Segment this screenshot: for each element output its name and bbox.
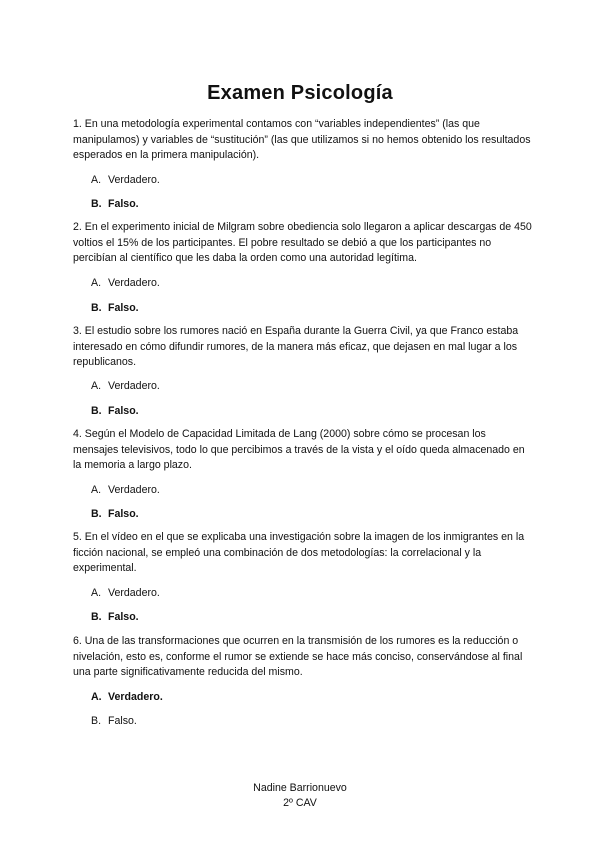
question-2-text: 2. En el experimento inicial de Milgram sobre obediencia solo llegaron a aplicar descargas de 450 voltios el 15% de los participantes. El pobre resultado se debió a que los participantes no percibían al científico que les daba la orden como una autoridad legítima. (73, 221, 532, 265)
question-5-text: 5. En el vídeo en el que se explicaba una investigación sobre la imagen de los inmigrantes en la ficción nacional, se empleó una combinación de dos metodologías: la correlacional y la experimental. (73, 531, 525, 575)
question-6-text: 6. Una de las transformaciones que ocurren en la transmisión de los rumores es la reducción o nivelación, esto es, conforme el rumor se extiende se hace más conciso, conservándose al final una parte significativamente reducida del mismo. (73, 635, 523, 679)
option-label: Verdadero. (108, 277, 160, 289)
option-letter: A. (91, 174, 102, 186)
option-letter: A. (91, 380, 102, 392)
footer-course: 2º CAV (283, 797, 317, 809)
question-6-option-a (91, 690, 163, 704)
option-letter: B. (91, 611, 102, 623)
question-1-option-b (91, 197, 139, 211)
question-1-text: 1. En una metodología experimental contamos con “variables independientes” (las que manipulamos) y variables de “sustitución” (las que utilizamos si no hemos obtenido los resultados esperados en la primera manipulación). (73, 118, 531, 162)
question-2-option-b (91, 301, 139, 315)
option-label: Falso. (108, 302, 139, 314)
question-3-text: 3. El estudio sobre los rumores nació en España durante la Guerra Civil, ya que Franco estaba interesado en cómo difundir rumores, de la manera más eficaz, que dejasen en mal lugar a los republicanos. (73, 325, 519, 369)
question-4-option-b (91, 507, 139, 521)
option-label: Verdadero. (108, 587, 160, 599)
question-4-text: 4. Según el Modelo de Capacidad Limitada de Lang (2000) sobre cómo se procesan los mensajes televisivos, todo lo que percibimos a través de la vista y el oído queda almacenado en la memoria a largo plazo. (73, 428, 525, 472)
option-letter: A. (91, 587, 102, 599)
option-letter: B. (91, 508, 102, 520)
option-letter: B. (91, 715, 102, 727)
question-2-option-a (91, 276, 160, 290)
question-5-option-b (91, 610, 139, 624)
option-letter: B. (91, 198, 102, 210)
question-6-option-b (91, 714, 137, 728)
question-1-option-a (91, 173, 160, 187)
option-letter: B. (91, 302, 102, 314)
option-label: Verdadero. (108, 691, 163, 703)
option-letter: A. (91, 277, 102, 289)
question-4-option-a (91, 483, 160, 497)
footer-author-name: Nadine Barrionuevo (253, 782, 347, 794)
option-letter: A. (91, 484, 102, 496)
option-letter: A. (91, 691, 102, 703)
option-label: Verdadero. (108, 484, 160, 496)
option-label: Falso. (108, 611, 139, 623)
page-title: Examen Psicología (207, 82, 393, 104)
option-letter: B. (91, 405, 102, 417)
question-5-option-a (91, 586, 160, 600)
option-label: Falso. (108, 405, 139, 417)
option-label: Verdadero. (108, 174, 160, 186)
option-label: Falso. (108, 508, 139, 520)
option-label: Falso. (108, 715, 137, 727)
option-label: Verdadero. (108, 380, 160, 392)
question-3-option-a (91, 379, 160, 393)
question-3-option-b (91, 404, 139, 418)
option-label: Falso. (108, 198, 139, 210)
